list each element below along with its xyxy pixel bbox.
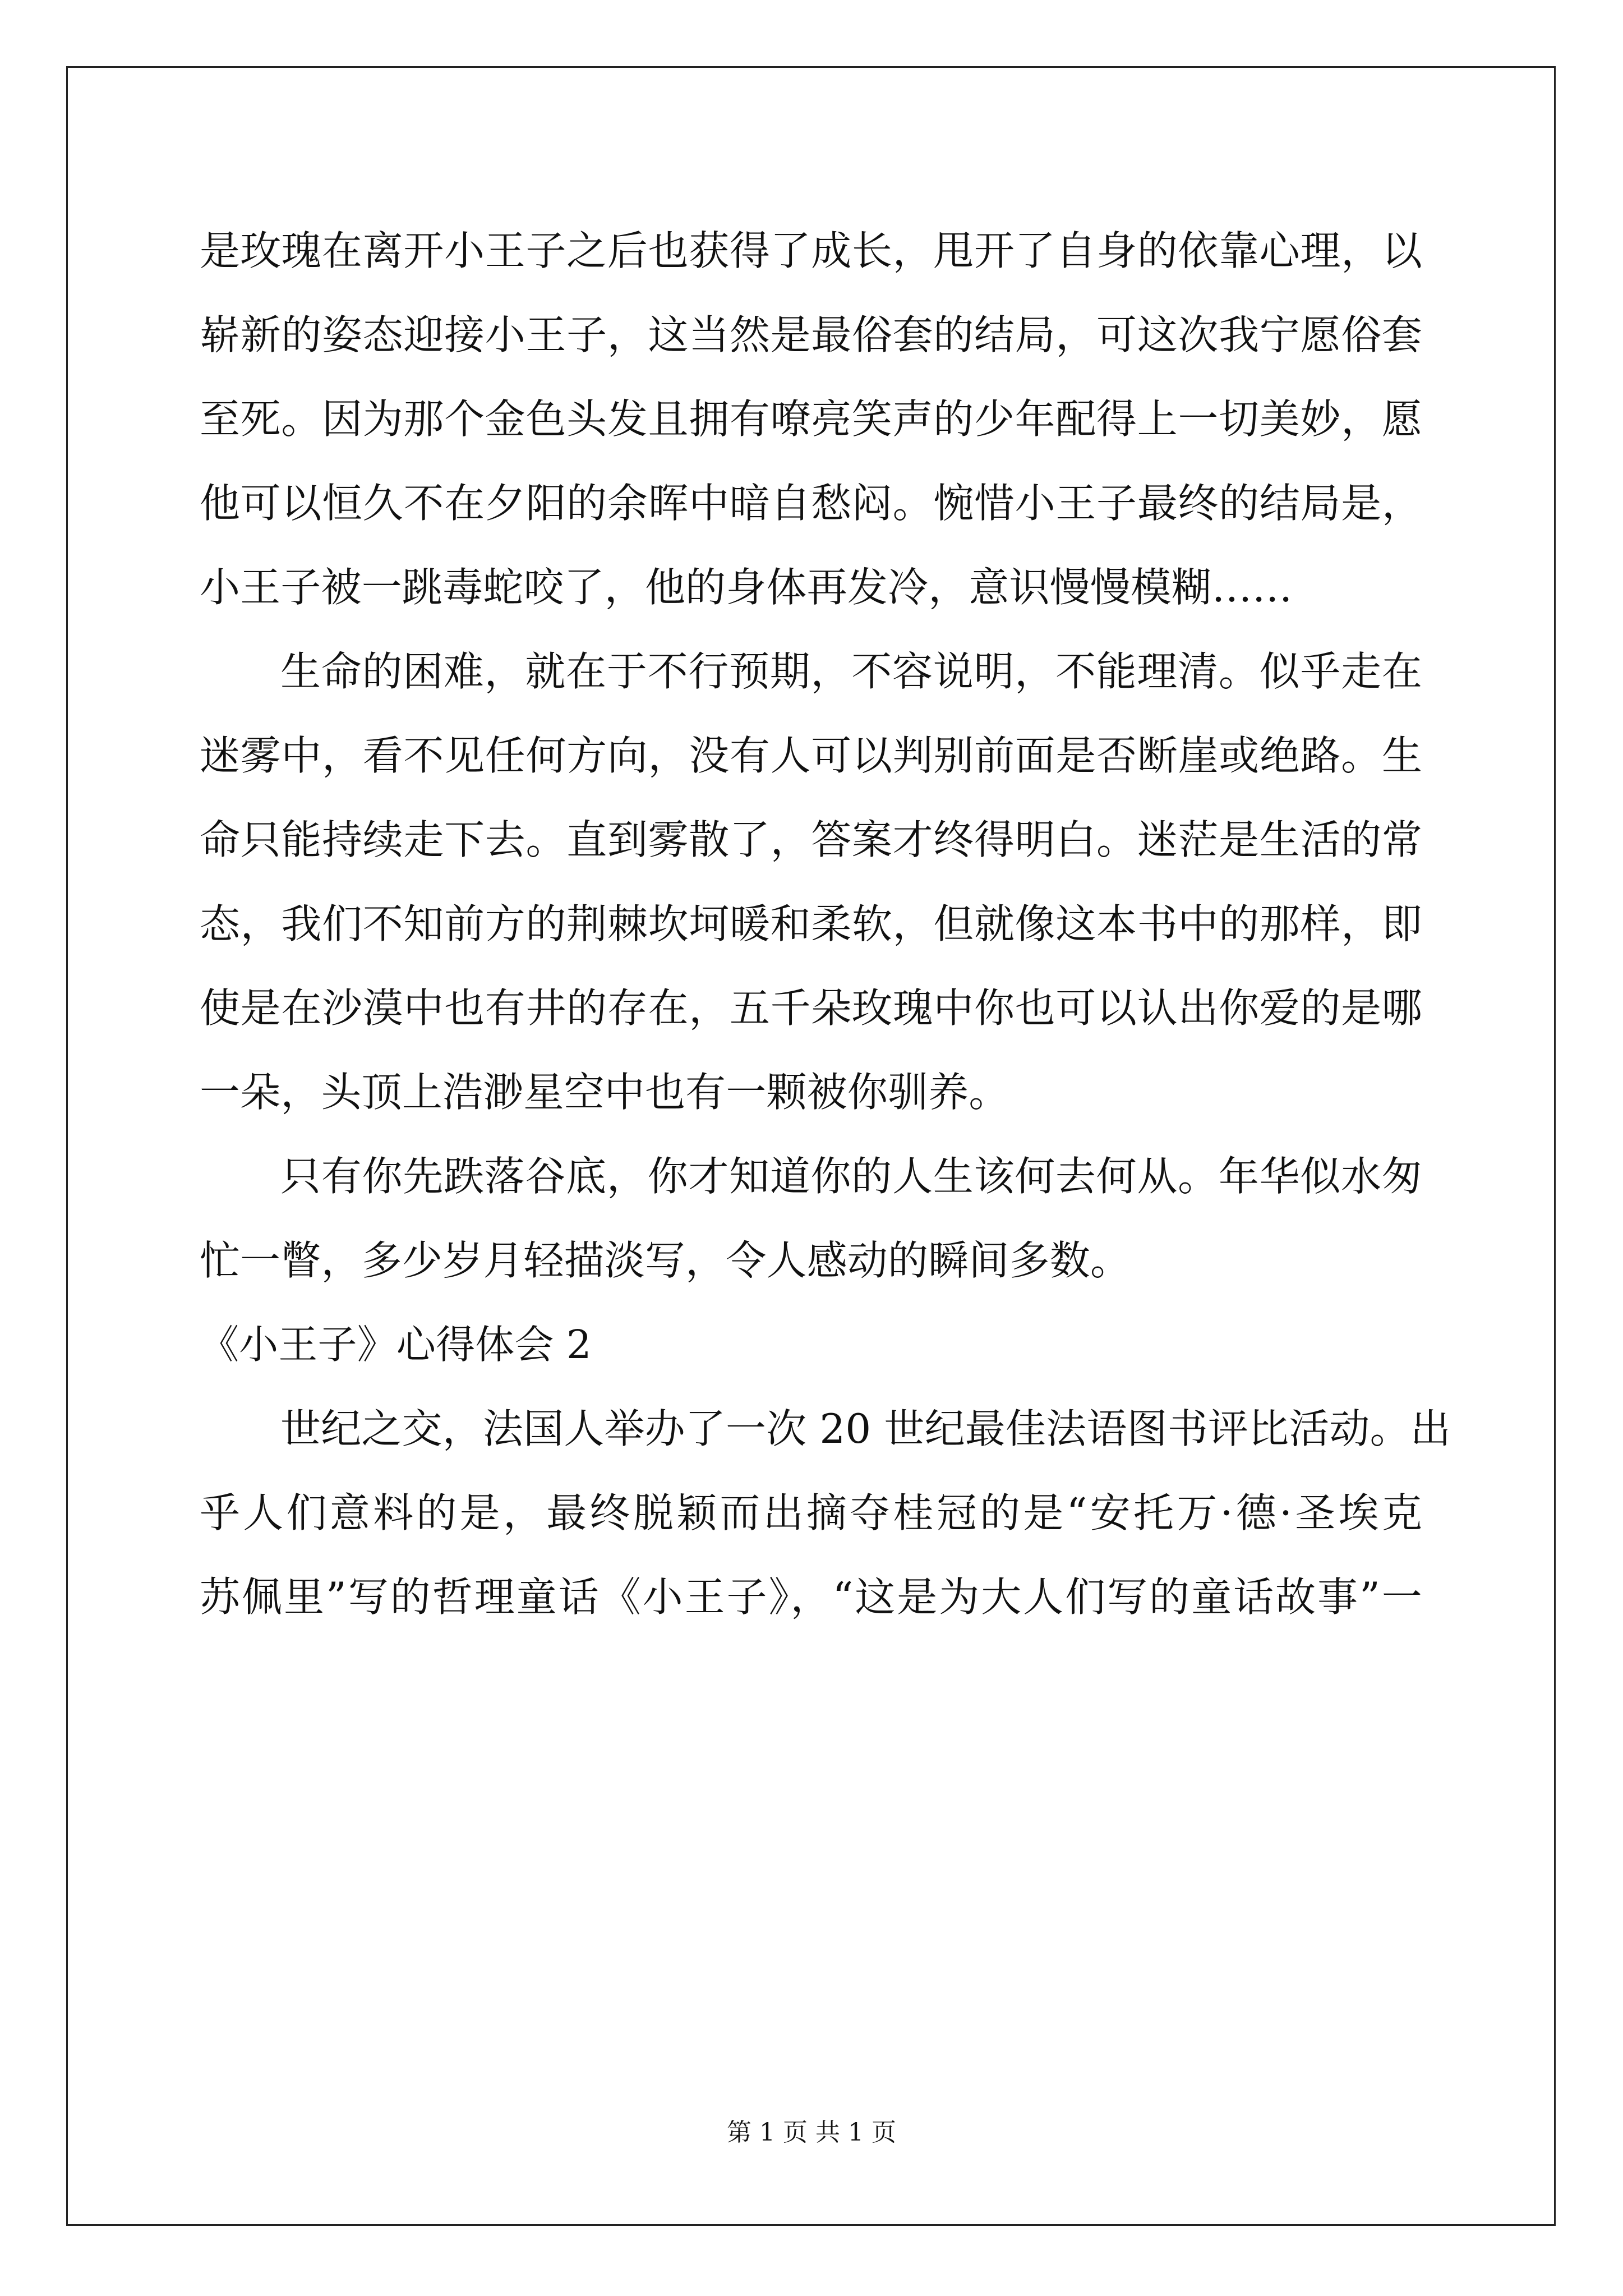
text-line: 迷雾中，看不见任何方向，没有人可以判别前面是否断崖或绝路。生 [200, 732, 1422, 779]
page-footer: 第 1 页 共 1 页 [727, 2118, 896, 2147]
text-line: 苏佩里”写的哲理童话《小王子》，“这是为大人们写的童话故事”一 [200, 1573, 1422, 1621]
paragraph-start-line: 生命的困难，就在于不行预期，不容说明，不能理清。似乎走在 [280, 648, 1422, 695]
text-line: 忙一瞥，多少岁月轻描淡写，令人感动的瞬间多数。 [200, 1237, 1131, 1284]
section-heading: 《小王子》心得体会 2 [200, 1322, 592, 1368]
text-line: 小王子被一跳毒蛇咬了，他的身体再发冷，意识慢慢模糊…… [200, 564, 1293, 611]
text-line: 态，我们不知前方的荆棘坎坷暖和柔软，但就像这本书中的那样，即 [200, 900, 1422, 947]
text-line: 崭新的姿态迎接小王子，这当然是最俗套的结局，可这次我宁愿俗套 [200, 311, 1422, 358]
text-line: 乎人们意料的是，最终脱颖而出摘夺桂冠的是“安托万·德·圣埃克 [200, 1489, 1422, 1536]
paragraph-start-line: 只有你先跌落谷底，你才知道你的人生该何去何从。年华似水匆 [280, 1153, 1422, 1200]
text-line: 是玫瑰在离开小王子之后也获得了成长，甩开了自身的依靠心理，以 [200, 227, 1422, 274]
text-line: 命只能持续走下去。直到雾散了，答案才终得明白。迷茫是生活的常 [200, 816, 1422, 863]
text-line: 他可以恒久不在夕阳的余晖中暗自愁闷。惋惜小王子最终的结局是， [200, 480, 1422, 527]
text-line: 使是在沙漠中也有井的存在，五千朵玫瑰中你也可以认出你爱的是哪 [200, 984, 1422, 1032]
paragraph-start-line: 世纪之交，法国人举办了一次 20 世纪最佳法语图书评比活动。出 [280, 1405, 1451, 1452]
text-line: 一朵，头顶上浩渺星空中也有一颗被你驯养。 [200, 1069, 1009, 1116]
text-line: 至死。因为那个金色头发且拥有嘹亮笑声的少年配得上一切美妙，愿 [200, 395, 1422, 443]
